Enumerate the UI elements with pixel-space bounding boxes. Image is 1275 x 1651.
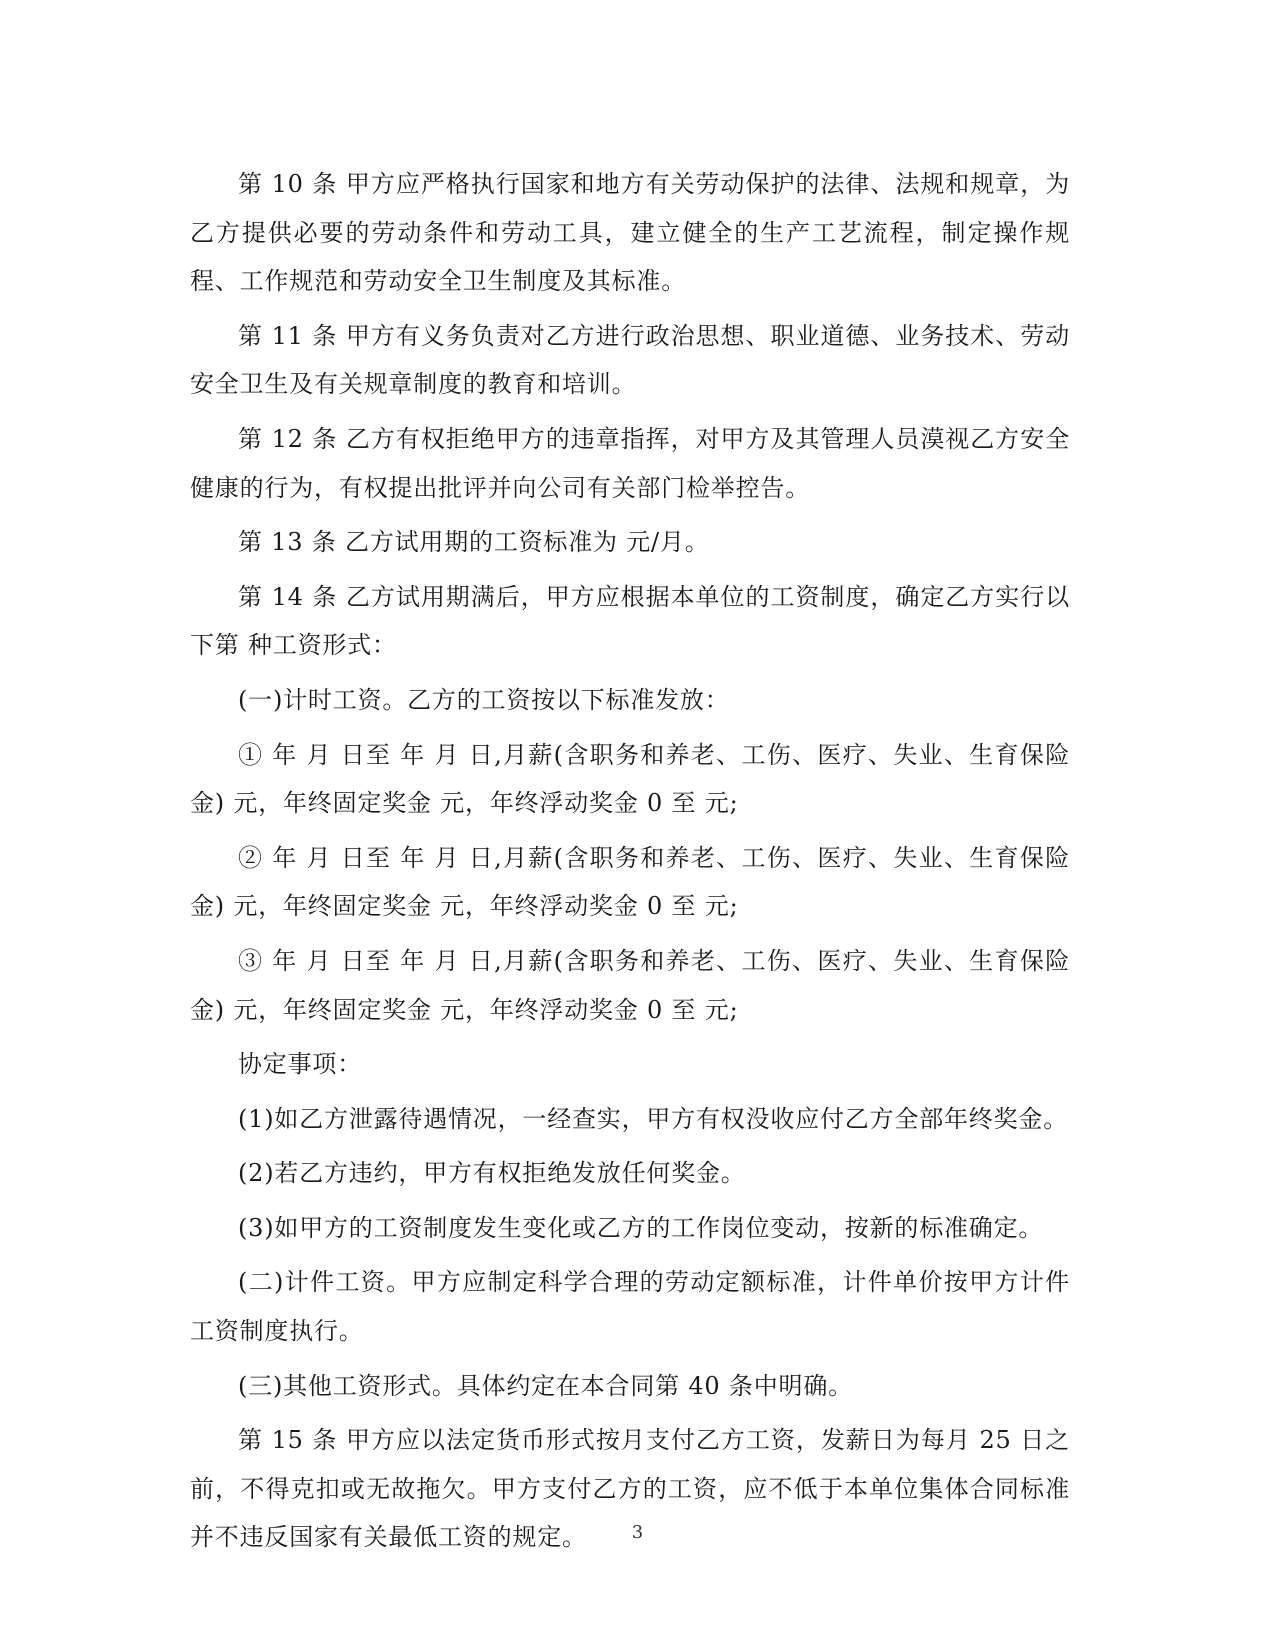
document-body	[190, 160, 1070, 1568]
article-11: 第 11 条 甲方有义务负责对乙方进行政治思想、职业道德、业务技术、劳动安全卫生及有关规章制度的教育和培训。	[190, 321, 1070, 399]
article-14: 第 14 条 乙方试用期满后，甲方应根据本单位的工资制度，确定乙方实行以下第 种工资形式：	[190, 582, 1070, 660]
time-wage-heading: (一)计时工资。乙方的工资按以下标准发放：	[238, 685, 730, 714]
article-13: 第 13 条 乙方试用期的工资标准为 元/月。	[238, 528, 710, 557]
time-wage-item-3: ③ 年 月 日至 年 月 日,月薪(含职务和养老、工伤、医疗、失业、生育保险金) 元，年终固定奖金 元，年终浮动奖金 0 至 元;	[190, 946, 1070, 1024]
agreed-matter-2: (2)若乙方违约，甲方有权拒绝发放任何奖金。	[238, 1159, 746, 1188]
agreed-matter-1: (1)如乙方泄露待遇情况，一经查实，甲方有权没收应付乙方全部年终奖金。	[238, 1104, 1068, 1133]
article-12: 第 12 条 乙方有权拒绝甲方的违章指挥，对甲方及其管理人员漠视乙方安全健康的行为，有权提出批评并向公司有关部门检举控告。	[190, 424, 1070, 502]
time-wage-item-2: ② 年 月 日至 年 月 日,月薪(含职务和养老、工伤、医疗、失业、生育保险金) 元，年终固定奖金 元，年终浮动奖金 0 至 元;	[190, 843, 1070, 921]
other-wage-forms: (三)其他工资形式。具体约定在本合同第 40 条中明确。	[238, 1371, 853, 1400]
agreed-matter-3: (3)如甲方的工资制度发生变化或乙方的工作岗位变动，按新的标准确定。	[238, 1213, 1044, 1242]
piece-wage: (二)计件工资。甲方应制定科学合理的劳动定额标准，计件单价按甲方计件工资制度执行。	[190, 1268, 1070, 1346]
page-number: 3	[631, 1522, 644, 1543]
article-15: 第 15 条 甲方应以法定货币形式按月支付乙方工资，发薪日为每月 25 日之前，不得克扣或无故拖欠。甲方支付乙方的工资，应不低于本单位集体合同标准并不违反国家有关最低工资的规定。	[190, 1426, 1070, 1552]
agreed-matters-heading: 协定事项：	[238, 1050, 362, 1079]
article-10: 第 10 条 甲方应严格执行国家和地方有关劳动保护的法律、法规和规章，为乙方提供必要的劳动条件和劳动工具，建立健全的生产工艺流程，制定操作规程、工作规范和劳动安全卫生制度及其标准。	[190, 170, 1070, 296]
time-wage-item-1: ① 年 月 日至 年 月 日,月薪(含职务和养老、工伤、医疗、失业、生育保险金) 元，年终固定奖金 元，年终浮动奖金 0 至 元;	[190, 740, 1070, 818]
